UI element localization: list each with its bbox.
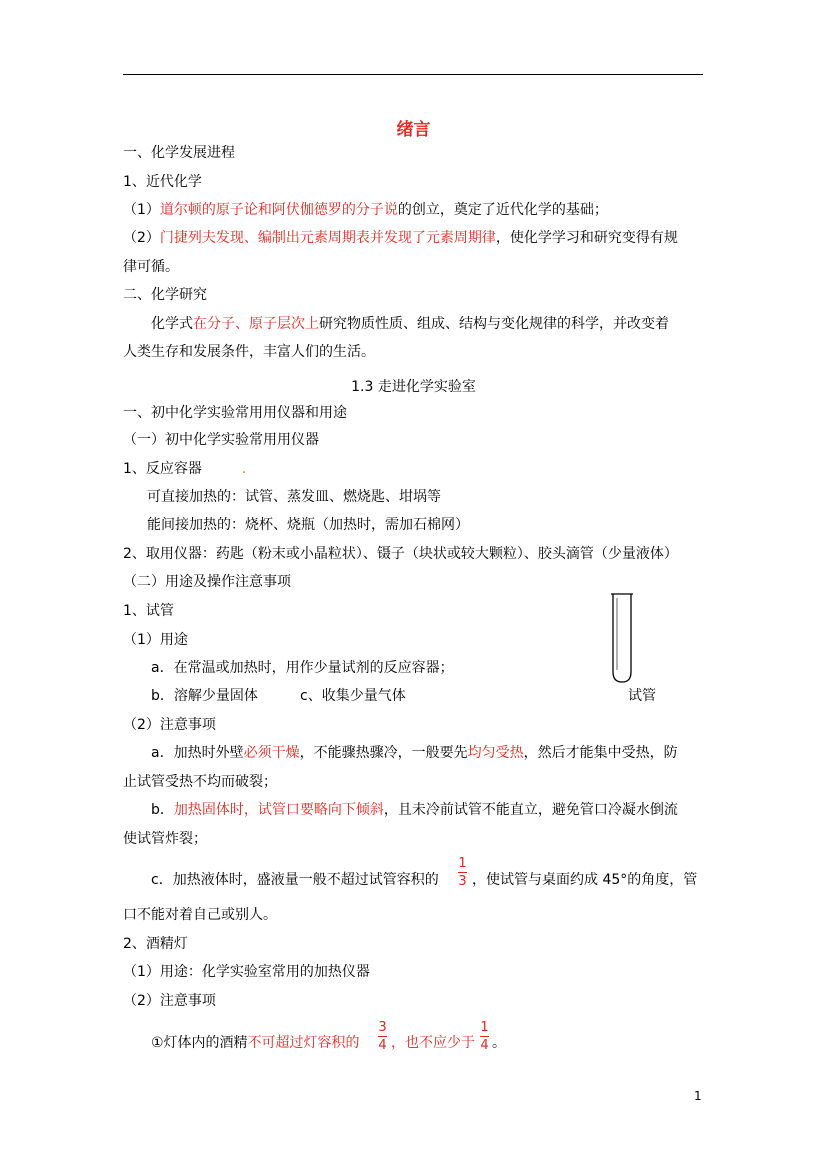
- precaution-b-cont: 使试管炸裂；: [123, 831, 207, 847]
- heading-instruments: 一、初中化学实验常用用仪器和用途: [123, 405, 347, 421]
- alcohol-lamp-precautions: （2）注意事项: [123, 993, 216, 1009]
- paragraph-3: 化学式在分子、原子层次上研究物质性质、组成、结构与变化规律的科学，并改变着: [151, 316, 669, 332]
- section-title-1-3: 1.3 走进化学实验室: [351, 379, 476, 395]
- fraction-one-quarter: 1 4: [480, 1020, 489, 1053]
- lamp-rule-1-a: ①灯体内的酒精不可超过灯容积的: [151, 1035, 360, 1051]
- paragraph-2-cont: 律可循。: [123, 259, 179, 275]
- indirect-heating: 能间接加热的：烧杯、烧瓶（加热时，需加石棉网）: [147, 517, 469, 533]
- precaution-c-end: ，使试管与桌面约成 45°的角度，管: [472, 872, 698, 888]
- precaution-a: a．加热时外壁必须干燥，不能骤热骤冷，一般要先均匀受热，然后才能集中受热，防: [151, 745, 678, 761]
- alcohol-lamp-heading: 2、酒精灯: [123, 936, 188, 952]
- precautions-heading: （2）注意事项: [123, 717, 216, 733]
- usage-a: a．在常温或加热时，用作少量试剂的反应容器；: [151, 660, 454, 676]
- section-heading-2: 二、化学研究: [123, 287, 207, 303]
- fraction-three-quarters: 3 4: [378, 1020, 387, 1053]
- usage-c: c、收集少量气体: [300, 688, 406, 704]
- lamp-rule-1-b: ，也不应少于: [391, 1035, 475, 1051]
- test-tube-label: 试管: [628, 688, 656, 704]
- alcohol-lamp-usage: （1）用途：化学实验室常用的加热仪器: [123, 964, 370, 980]
- lamp-rule-1-end: 。: [492, 1035, 506, 1051]
- precaution-a-cont: 止试管受热不均而破裂；: [123, 774, 277, 790]
- paragraph-2: （2）门捷列夫发现、编制出元素周期表并发现了元素周期律，使化学学习和研究变得有规: [123, 230, 678, 246]
- test-tube-icon: [610, 592, 634, 684]
- section-heading-1: 一、化学发展进程: [123, 145, 235, 161]
- header-rule: [123, 74, 703, 75]
- usage-heading: （1）用途: [123, 632, 188, 648]
- usage-b: b．溶解少量固体: [151, 688, 258, 704]
- paragraph-3-cont: 人类生存和发展条件，丰富人们的生活。: [123, 344, 375, 360]
- test-tube-heading: 1、试管: [123, 603, 174, 619]
- direct-heating: 可直接加热的：试管、蒸发皿、燃烧匙、坩埚等: [147, 489, 441, 505]
- page-title: 绪言: [396, 120, 431, 140]
- precaution-c-start: c．加热液体时，盛液量一般不超过试管容积的: [151, 872, 439, 888]
- precaution-b: b．加热固体时，试管口要略向下倾斜，且未冷前试管不能直立，避免管口冷凝水倒流: [151, 802, 678, 818]
- sub-heading-modern: 1、近代化学: [123, 174, 202, 190]
- reaction-containers: 1、反应容器 .: [123, 461, 247, 477]
- page-number: 1: [694, 1089, 702, 1103]
- precaution-c-cont: 口不能对着自己或别人。: [123, 907, 277, 923]
- paragraph-1: （1）道尔顿的原子论和阿伏伽德罗的分子说的创立，奠定了近代化学的基础；: [123, 202, 608, 218]
- fraction-one-third: 1 3: [458, 856, 467, 889]
- taking-instruments: 2、取用仪器：药匙（粉末或小晶粒状）、镊子（块状或较大颗粒）、胶头滴管（少量液体）: [123, 546, 678, 562]
- heading-common-instruments: （一）初中化学实验常用用仪器: [123, 432, 319, 448]
- heading-usage: （二）用途及操作注意事项: [123, 574, 291, 590]
